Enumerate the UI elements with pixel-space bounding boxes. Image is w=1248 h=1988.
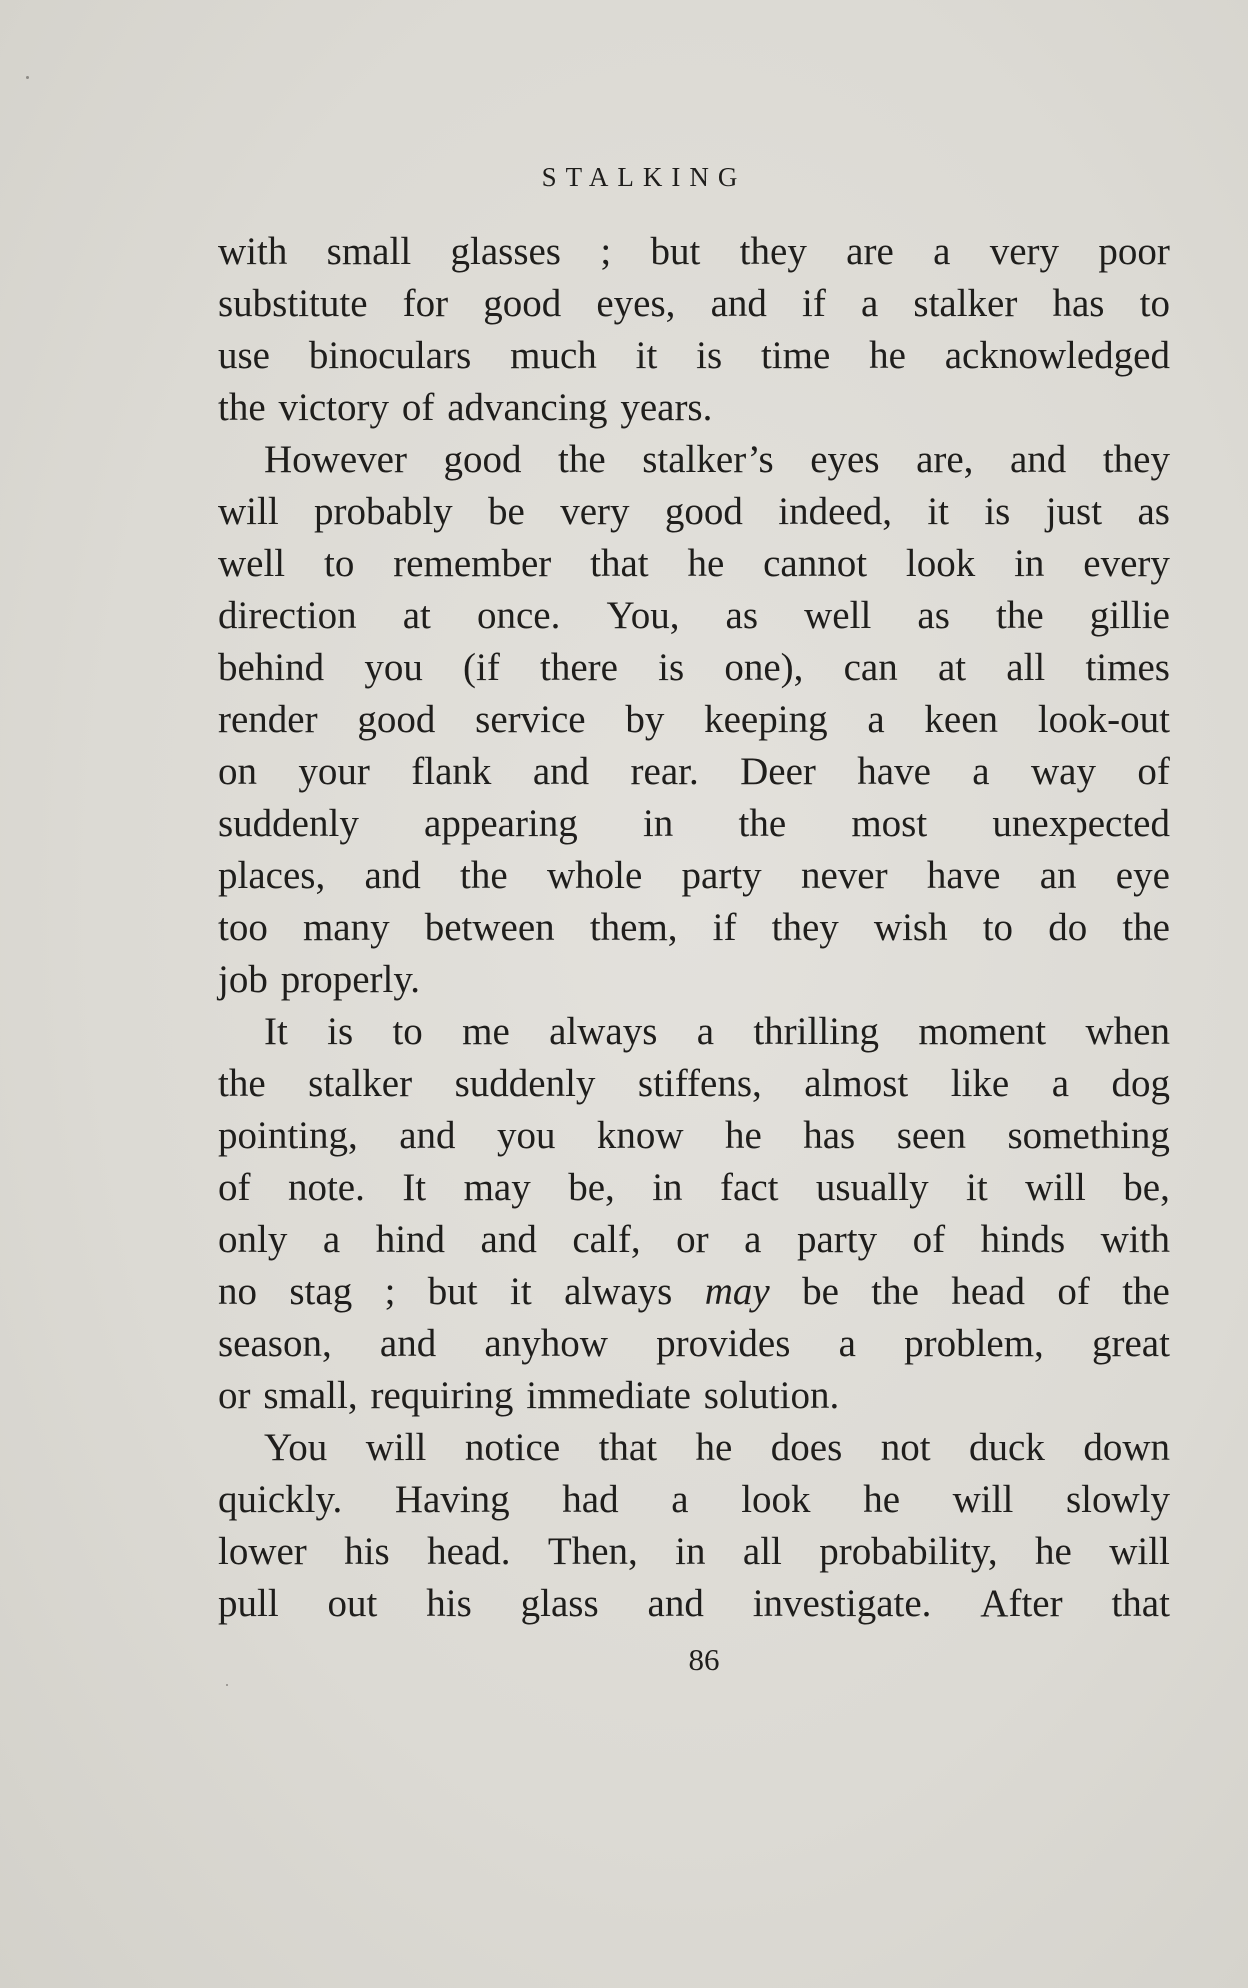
word: too — [218, 906, 268, 949]
word: or — [676, 1218, 709, 1261]
word: stag — [289, 1270, 353, 1313]
word: dog — [1111, 1062, 1170, 1105]
word: that — [1111, 1582, 1170, 1625]
word: hind — [375, 1218, 446, 1261]
word: eye — [1115, 854, 1170, 897]
word: of — [1057, 1270, 1090, 1313]
text-line — [218, 1578, 1170, 1630]
word: the — [218, 1062, 266, 1105]
word: thrilling — [753, 1010, 880, 1053]
word: of — [1137, 750, 1170, 793]
word: a — [744, 1218, 762, 1261]
word: good — [483, 282, 562, 325]
paper-speck — [26, 76, 29, 79]
word: like — [950, 1062, 1010, 1105]
word: the — [995, 594, 1044, 637]
word: years. — [620, 386, 713, 429]
word: probably — [314, 490, 453, 533]
word: by — [625, 698, 665, 741]
word: a — [671, 1478, 689, 1521]
word: lower — [218, 1530, 307, 1573]
word: probability, — [819, 1530, 998, 1573]
word: it — [927, 490, 949, 533]
word: use — [218, 334, 270, 377]
word: well — [218, 542, 286, 585]
text-line — [218, 1006, 1170, 1058]
word: your — [298, 750, 370, 793]
word: as — [725, 594, 759, 637]
word: quickly. — [218, 1478, 343, 1521]
word: you — [496, 1114, 556, 1157]
word: a — [972, 750, 990, 793]
word: down — [1083, 1426, 1170, 1469]
word: almost — [804, 1062, 909, 1105]
word: does — [770, 1426, 843, 1469]
word: if — [802, 282, 826, 325]
word: and — [399, 1114, 456, 1157]
word: is — [327, 1010, 354, 1053]
word: investigate. — [752, 1582, 932, 1625]
word: victory — [278, 386, 389, 429]
word: the — [738, 802, 787, 845]
word: flank — [411, 750, 492, 793]
word: unexpected — [992, 802, 1170, 845]
word: calf, — [572, 1218, 641, 1261]
running-head: STALKING — [541, 162, 747, 192]
text-line — [218, 694, 1170, 746]
word: glasses — [450, 230, 561, 273]
word: the — [460, 854, 508, 897]
text-line — [218, 1058, 1170, 1110]
word: rear. — [630, 750, 699, 793]
word: party — [796, 1218, 878, 1261]
word: have — [857, 750, 931, 793]
word: with — [218, 230, 288, 273]
word: pull — [218, 1582, 279, 1625]
word: it — [966, 1166, 988, 1209]
word: substitute — [218, 282, 368, 325]
text-line — [218, 1266, 1170, 1318]
word: in — [1014, 542, 1045, 585]
word: a — [867, 698, 885, 741]
word: always — [564, 1270, 673, 1313]
word: note. — [287, 1166, 365, 1209]
word: render — [218, 698, 318, 741]
word: properly. — [280, 958, 421, 1001]
word: the — [871, 1270, 919, 1313]
word: cannot — [763, 542, 868, 585]
word: good — [664, 490, 743, 533]
text-line — [218, 746, 1170, 798]
word: solution. — [703, 1374, 840, 1417]
word: just — [1045, 490, 1103, 533]
word: will — [218, 490, 279, 533]
word: head. — [427, 1530, 511, 1573]
word: good — [357, 698, 436, 741]
word: hinds — [980, 1218, 1066, 1261]
word: immediate — [526, 1374, 691, 1417]
word: great — [1092, 1322, 1170, 1365]
word: suddenly — [218, 802, 359, 845]
word: places, — [218, 854, 326, 897]
word: You — [264, 1426, 328, 1469]
word: problem, — [904, 1322, 1044, 1365]
word: of — [401, 386, 435, 429]
word: small, — [263, 1374, 358, 1417]
word: suddenly — [454, 1062, 596, 1105]
word: party — [681, 854, 762, 897]
word: keen — [924, 698, 999, 741]
text-line — [218, 226, 1170, 278]
word: be, — [568, 1166, 615, 1209]
word: binoculars — [308, 334, 472, 377]
word: gillie — [1089, 594, 1170, 637]
word: once. — [476, 594, 561, 637]
word: that — [590, 542, 649, 585]
word: stalker — [308, 1062, 413, 1105]
word: something — [1007, 1114, 1170, 1157]
word: never — [800, 854, 888, 897]
word: very — [989, 230, 1060, 273]
text-line — [218, 1162, 1170, 1214]
word: small — [326, 230, 412, 273]
word: stalker — [913, 282, 1018, 325]
word: his — [426, 1582, 472, 1625]
word: is — [658, 646, 685, 689]
word: to — [982, 906, 1014, 949]
word: whole — [546, 854, 643, 897]
text-line — [218, 1422, 1170, 1474]
word: but — [650, 230, 701, 273]
word: in — [675, 1530, 706, 1573]
word: me — [462, 1010, 510, 1053]
word: if — [712, 906, 737, 949]
word: be, — [1123, 1166, 1170, 1209]
word: time — [760, 334, 831, 377]
word: in — [642, 802, 674, 845]
word: the — [218, 386, 266, 429]
word: are — [846, 230, 894, 273]
word: no — [218, 1270, 257, 1313]
text-line — [218, 590, 1170, 642]
word: indeed, — [778, 490, 892, 533]
word: on — [218, 750, 257, 793]
word: will — [1025, 1166, 1086, 1209]
word: much — [510, 334, 597, 377]
word: eyes — [810, 438, 880, 481]
word: a — [933, 230, 951, 273]
word: Deer — [740, 750, 816, 793]
word: that — [598, 1426, 658, 1469]
word: (if — [463, 646, 500, 689]
word: an — [1039, 854, 1077, 897]
word: keeping — [704, 698, 828, 741]
word: to — [324, 542, 355, 585]
word: notice — [464, 1426, 561, 1469]
word: slowly — [1065, 1478, 1170, 1521]
word: will — [952, 1478, 1014, 1521]
word: eyes, — [596, 282, 676, 325]
word: However — [264, 438, 407, 481]
word: stalker’s — [642, 438, 774, 481]
word: look-out — [1037, 698, 1170, 741]
word: many — [302, 906, 390, 949]
word: acknowledged — [944, 334, 1170, 377]
word: always — [549, 1010, 658, 1053]
word: the — [1122, 1270, 1170, 1313]
word: one), — [724, 646, 804, 689]
word: only — [218, 1218, 288, 1261]
paper-speck — [226, 1684, 228, 1686]
text-line — [218, 382, 1170, 434]
word: as — [917, 594, 950, 637]
word: every — [1083, 542, 1170, 585]
word: seen — [896, 1114, 966, 1157]
word: of — [912, 1218, 946, 1261]
word: them, — [589, 906, 678, 949]
word: out — [327, 1582, 378, 1625]
word: and — [379, 1322, 437, 1365]
word: has — [803, 1114, 856, 1157]
word: job — [218, 958, 268, 1001]
text-line — [218, 434, 1170, 486]
word: of — [218, 1166, 251, 1209]
word: pointing, — [218, 1114, 358, 1157]
word: wish — [873, 906, 948, 949]
word: After — [980, 1582, 1063, 1625]
text-line — [218, 850, 1170, 902]
word: it — [635, 334, 658, 377]
word: they — [1102, 438, 1170, 481]
word: most — [851, 802, 928, 845]
word: poor — [1098, 230, 1170, 273]
word: very — [560, 490, 630, 533]
word: be — [488, 490, 525, 533]
word: have — [926, 854, 1001, 897]
word: may — [463, 1166, 531, 1209]
word: to — [392, 1010, 423, 1053]
word: all — [1006, 646, 1046, 689]
text-line — [218, 954, 1170, 1006]
word: a — [838, 1322, 856, 1365]
word: anyhow — [484, 1322, 608, 1365]
word: Then, — [547, 1530, 638, 1573]
word: and — [710, 282, 767, 325]
word: they — [771, 906, 839, 949]
word: he — [695, 1426, 733, 1469]
word: It — [402, 1166, 427, 1209]
word: a — [322, 1218, 341, 1261]
word: it — [510, 1270, 532, 1313]
text-line — [218, 1110, 1170, 1162]
word: he — [687, 542, 725, 585]
word: is — [696, 334, 723, 377]
page-number: 86 — [688, 1642, 720, 1677]
word: ; — [384, 1270, 396, 1313]
word: there — [540, 646, 618, 689]
word: stiffens, — [637, 1062, 762, 1105]
word: be — [802, 1270, 839, 1313]
text-line — [218, 1370, 1170, 1422]
text-line — [218, 642, 1170, 694]
text-line — [218, 330, 1170, 382]
word: he — [863, 1478, 900, 1521]
word: with — [1100, 1218, 1170, 1261]
word: at — [937, 646, 967, 689]
word: the — [558, 438, 606, 481]
word: do — [1048, 906, 1088, 949]
word: will — [365, 1426, 427, 1469]
word: but — [427, 1270, 478, 1313]
word: It — [264, 1010, 288, 1053]
word: the — [1122, 906, 1170, 949]
word: at — [402, 594, 431, 637]
word: service — [475, 698, 586, 741]
word: and — [1009, 438, 1067, 481]
word: head — [951, 1270, 1025, 1313]
word: fact — [720, 1166, 779, 1209]
word: are, — [916, 438, 974, 481]
text-line — [218, 798, 1170, 850]
text-line — [218, 538, 1170, 590]
word: will — [1109, 1530, 1170, 1573]
word: good — [443, 438, 522, 481]
word: season, — [218, 1322, 332, 1365]
word: between — [424, 906, 555, 949]
word: a — [860, 282, 879, 325]
word: is — [984, 490, 1011, 533]
body-text — [218, 226, 1170, 1630]
word: for — [402, 282, 449, 325]
word: had — [562, 1478, 619, 1521]
text-line — [218, 902, 1170, 954]
word: a — [696, 1010, 715, 1053]
text-line — [218, 1526, 1170, 1578]
word: direction — [218, 594, 357, 637]
word: as — [1137, 490, 1170, 533]
word: look — [905, 542, 976, 585]
word: glass — [520, 1582, 599, 1625]
text-line — [218, 1214, 1170, 1266]
word: can — [843, 646, 898, 689]
text-line — [218, 486, 1170, 538]
word: or — [218, 1374, 251, 1417]
word: he — [869, 334, 906, 377]
word: appearing — [424, 802, 578, 845]
word: he — [725, 1114, 762, 1157]
word: and — [364, 854, 421, 897]
word: all — [742, 1530, 782, 1573]
word: they — [739, 230, 807, 273]
word: Having — [394, 1478, 510, 1521]
text-line — [218, 1318, 1170, 1370]
word: times — [1085, 646, 1170, 689]
word: You, — [606, 594, 680, 637]
word: he — [1035, 1530, 1072, 1573]
text-line — [218, 278, 1170, 330]
word: a — [1051, 1062, 1070, 1105]
word: duck — [969, 1426, 1045, 1469]
word: to — [1139, 282, 1170, 325]
word: when — [1085, 1010, 1170, 1053]
word: behind — [218, 646, 325, 689]
word: usually — [815, 1166, 929, 1209]
word: may — [704, 1270, 770, 1313]
word: you — [364, 646, 423, 689]
word: and — [647, 1582, 704, 1625]
word: requiring — [370, 1374, 514, 1417]
word: remember — [393, 542, 552, 585]
word: well — [804, 594, 872, 637]
word: has — [1052, 282, 1105, 325]
word: in — [652, 1166, 683, 1209]
word: ; — [600, 230, 612, 273]
word: moment — [918, 1010, 1047, 1053]
word: not — [880, 1426, 931, 1469]
word: his — [344, 1530, 390, 1573]
word: provides — [656, 1322, 791, 1365]
word: look — [741, 1478, 811, 1521]
word: and — [480, 1218, 537, 1261]
word: and — [532, 750, 590, 793]
text-line — [218, 1474, 1170, 1526]
word: way — [1031, 750, 1096, 793]
word: advancing — [447, 386, 608, 429]
word: know — [596, 1114, 684, 1157]
